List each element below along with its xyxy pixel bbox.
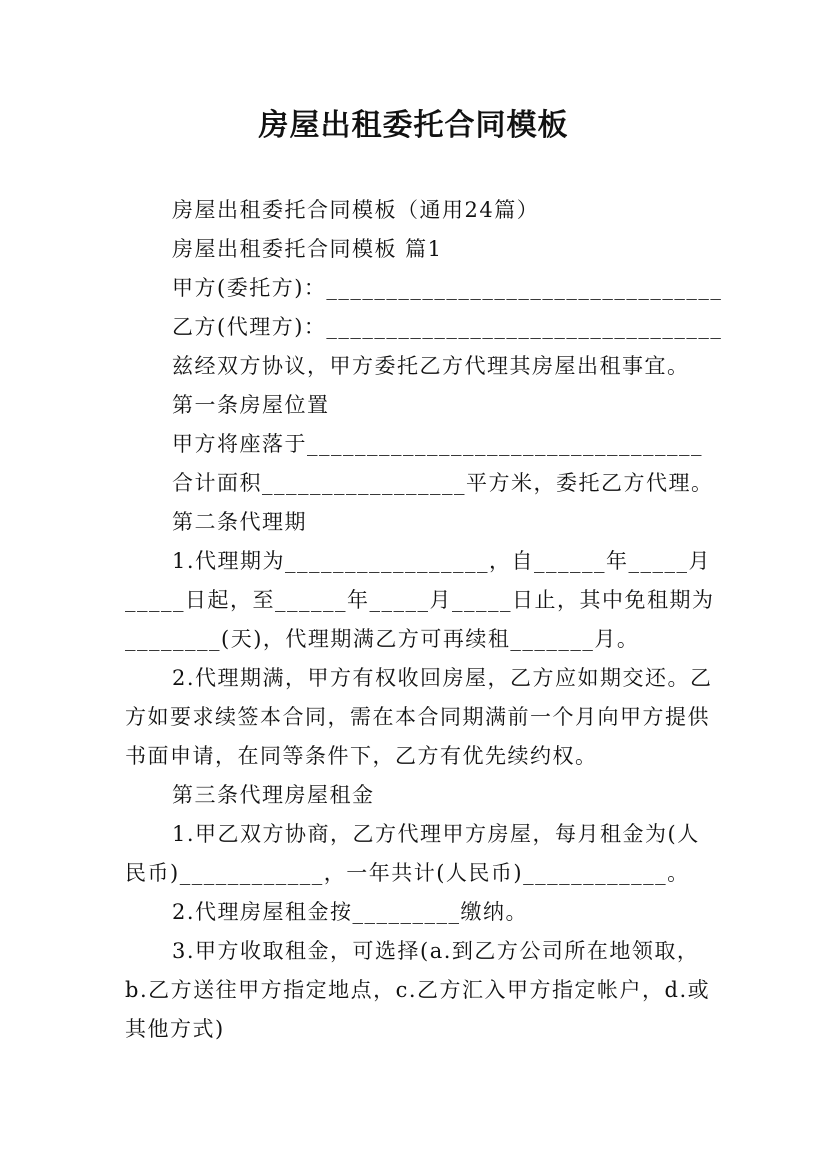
paragraph: 兹经双方协议，甲方委托乙方代理其房屋出租事宜。 <box>172 354 690 378</box>
document-title: 房屋出租委托合同模板 <box>258 108 569 143</box>
clause-heading: 第二条代理期 <box>172 510 307 534</box>
paragraph: 1.甲乙双方协商，乙方代理甲方房屋，每月租金为(人 <box>172 822 700 846</box>
paragraph: 方如要求续签本合同，需在本合同期满前一个月向甲方提供 <box>125 705 710 729</box>
paragraph: 书面申请，在同等条件下，乙方有优先续约权。 <box>125 744 598 768</box>
clause-heading: 第一条房屋位置 <box>172 393 330 417</box>
section-heading: 房屋出租委托合同模板 篇1 <box>172 237 443 261</box>
paragraph: b.乙方送往甲方指定地点，c.乙方汇入甲方指定帐户，d.或 <box>125 978 711 1002</box>
paragraph: 甲方将座落于_________________________________ <box>172 432 703 456</box>
party-a-field: 甲方(委托方)：_________________________________ <box>172 276 723 300</box>
paragraph: 民币)____________，一年共计(人民币)____________。 <box>125 861 690 885</box>
paragraph: ________(天)，代理期满乙方可再续租_______月。 <box>125 627 640 651</box>
paragraph: 1.代理期为_________________，自______年_____月 <box>172 549 712 573</box>
clause-heading: 第三条代理房屋租金 <box>172 783 375 807</box>
subtitle: 房屋出租委托合同模板（通用24篇） <box>172 198 540 222</box>
paragraph: 2.代理期满，甲方有权收回房屋，乙方应如期交还。乙 <box>172 666 713 690</box>
paragraph: 合计面积_________________平方米，委托乙方代理。 <box>172 471 714 495</box>
party-b-field: 乙方(代理方)：_________________________________ <box>172 315 723 339</box>
paragraph: 其他方式) <box>125 1017 225 1041</box>
paragraph: 2.代理房屋租金按_________缴纳。 <box>172 900 529 924</box>
paragraph: _____日起，至______年_____月_____日止，其中免租期为 <box>125 588 715 612</box>
paragraph: 3.甲方收取租金，可选择(a.到乙方公司所在地领取， <box>172 939 700 963</box>
